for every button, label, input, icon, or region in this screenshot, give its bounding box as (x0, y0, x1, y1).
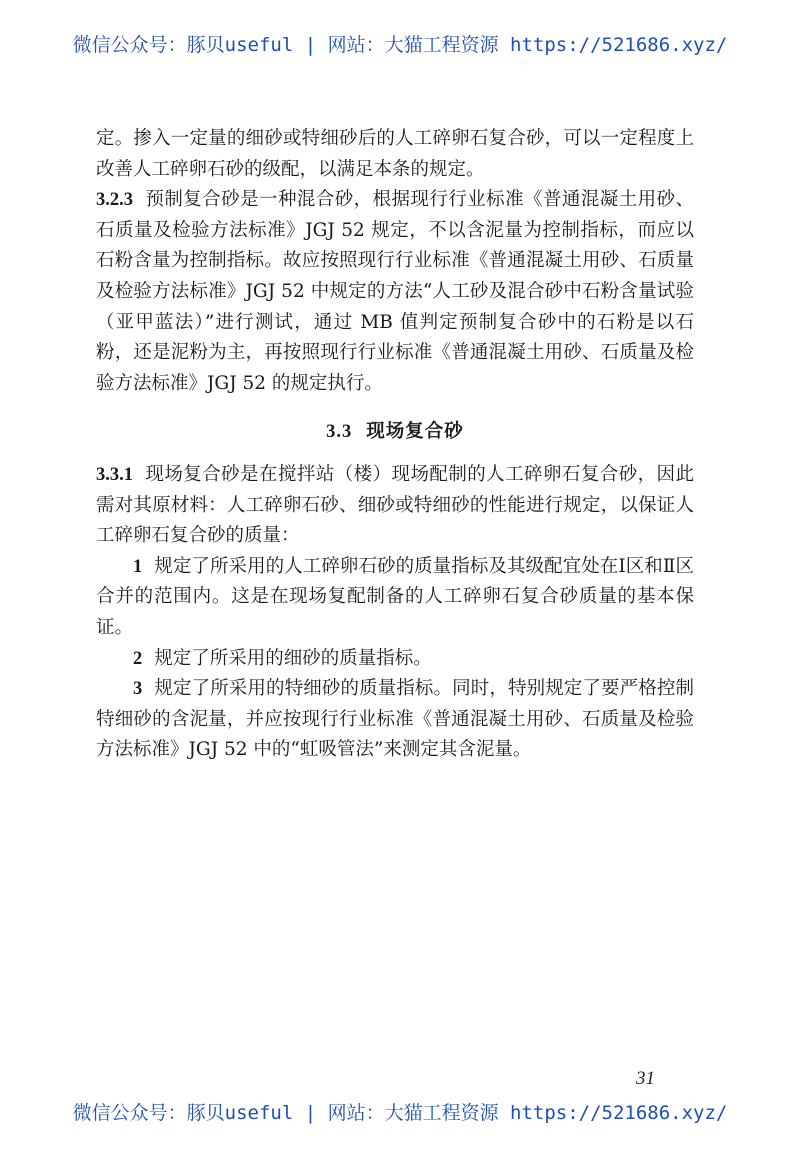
section-number: 3.3 (326, 422, 353, 443)
clause-number: 3.3.1 (96, 464, 133, 485)
section-heading (96, 417, 694, 448)
watermark-bottom: 微信公众号：豚贝useful | 网站：大猫工程资源 https://521686.xyz/ (72, 1102, 728, 1124)
intro-paragraph: 定。掺入一定量的细砂或特细砂后的人工碎卵石复合砂，可以一定程度上改善人工碎卵石砂的级配，以满足本条的规定。 (96, 128, 694, 180)
item-text: 规定了所采用的人工碎卵石砂的质量指标及其级配宜处在Ⅰ区和Ⅱ区合并的范围内。这是在现场复配制备的人工碎卵石复合砂质量的基本保证。 (96, 555, 694, 638)
item-number: 1 (133, 556, 143, 577)
list-item (96, 644, 694, 675)
clause-text: 现场复合砂是在搅拌站（楼）现场配制的人工碎卵石复合砂，因此需对其原材料：人工碎卵石砂、细砂或特细砂的性能进行规定，以保证人工碎卵石复合砂的质量： (96, 463, 694, 547)
item-number: 2 (133, 648, 143, 669)
clause-number: 3.2.3 (96, 190, 133, 211)
item-text: 规定了所采用的细砂的质量指标。 (154, 647, 432, 669)
page-number: 31 (636, 1068, 655, 1089)
item-text: 规定了所采用的特细砂的质量指标。同时，特别规定了要严格控制特细砂的含泥量，并应按现行行业标准《普通混凝土用砂、石质量及检验方法标准》JGJ 52 中的“虹吸管法”来测定其含泥量。 (96, 678, 694, 761)
document-body (96, 124, 694, 766)
watermark-top: 微信公众号：豚贝useful | 网站：大猫工程资源 https://521686.xyz/ (72, 34, 728, 56)
list-item (96, 674, 694, 766)
clause-text: 预制复合砂是一种混合砂，根据现行行业标准《普通混凝土用砂、石质量及检验方法标准》JGJ 52 规定，不以含泥量为控制指标，而应以石粉含量为控制指标。故应按照现行行业标准《普通混凝土用砂、石质量及检验方法标准》JGJ 52 中规定的方法“人工砂及混合砂中石粉含量试验（亚甲蓝法）”进行测试，通过 MB 值判定预制复合砂中的石粉是以石粉，还是泥粉为主，再按照现行行业标准《普通混凝土用砂、石质量及检验方法标准》JGJ 52 的规定执行。 (96, 189, 694, 394)
section-title: 现场复合砂 (366, 421, 464, 443)
clause-3-2-3 (96, 185, 694, 399)
list-item (96, 552, 694, 644)
item-number: 3 (133, 679, 143, 700)
clause-3-3-1 (96, 460, 694, 552)
